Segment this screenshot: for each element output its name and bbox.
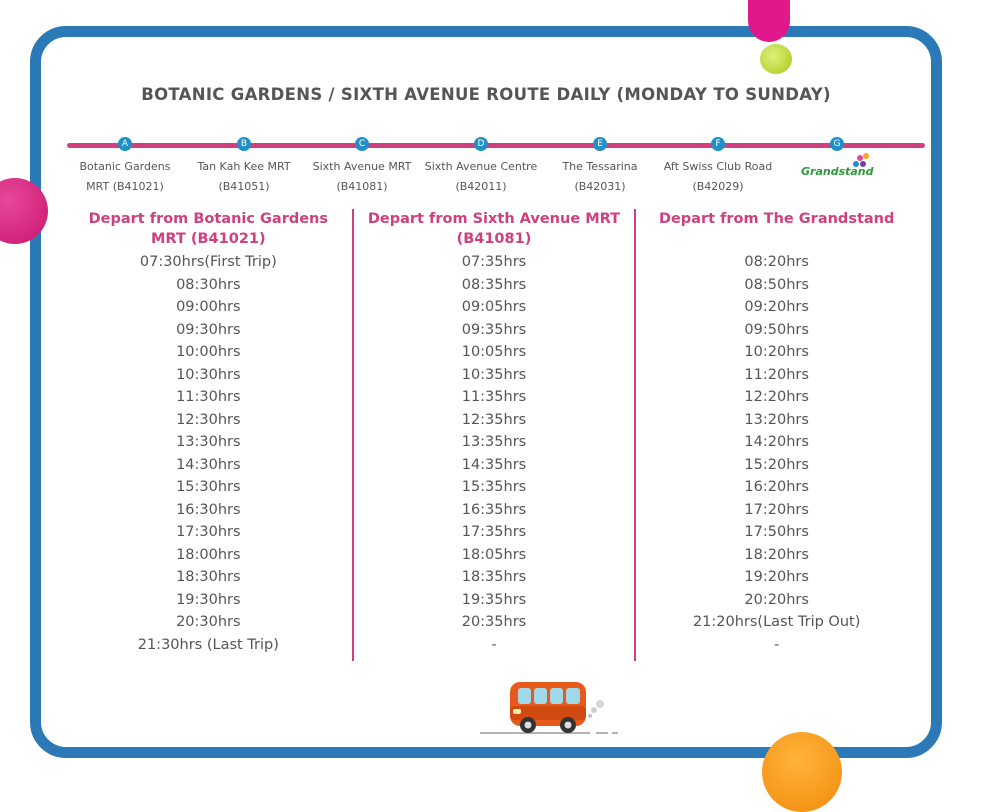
decorative-circle-orange [762,732,842,812]
time-item: 09:30hrs [176,321,241,338]
column-heading: Depart from Sixth Avenue MRT (B41081) [367,211,621,247]
time-list [65,251,352,656]
time-item: 21:30hrs (Last Trip) [137,636,279,653]
time-item: 09:35hrs [461,321,527,338]
time-item: 19:35hrs [461,591,527,608]
time-item: 08:50hrs [744,276,809,293]
column-heading: Depart from The Grandstand [658,211,895,227]
time-item: 08:30hrs [176,276,241,293]
timetable-card [30,26,942,758]
bus-icon [480,676,620,736]
route-stop-a [66,137,184,197]
time-item: 17:50hrs [744,524,809,540]
timetable [65,209,917,661]
time-item: 10:00hrs [176,344,241,360]
stop-code: (B42029) [692,180,744,193]
time-item: 10:05hrs [461,344,527,360]
time-item: 10:30hrs [176,366,241,383]
time-item: 09:50hrs [744,321,809,338]
stop-code: MRT (B41021) [86,180,164,193]
time-item: 18:30hrs [176,569,241,585]
time-item: 08:35hrs [461,276,527,293]
time-item: 13:20hrs [744,411,809,428]
time-item: 11:35hrs [461,389,527,405]
time-item: 11:30hrs [176,389,241,405]
time-item: 13:30hrs [176,434,241,450]
stop-name: Aft Swiss Club Road [663,160,773,173]
time-item: 12:20hrs [744,389,809,405]
time-item: 20:20hrs [744,591,809,608]
stop-name: Sixth Avenue Centre [424,160,538,173]
time-item: 18:20hrs [744,546,809,563]
grandstand-logo-text: Grandstand [801,165,874,178]
time-item: 10:20hrs [744,344,809,360]
time-item: 16:35hrs [461,501,527,518]
time-item: 16:20hrs [744,479,809,495]
time-item: 18:35hrs [461,569,527,585]
stop-code: (B41051) [218,180,270,193]
timetable-column-grandstand [634,209,917,661]
time-item: 13:35hrs [461,434,527,450]
time-item: 09:05hrs [461,299,527,315]
time-item: 19:30hrs [176,591,241,608]
time-item: 15:20hrs [744,456,809,473]
time-item: 17:30hrs [176,524,241,540]
map-pin-icon: G [830,137,844,151]
route-stop-e [541,137,659,197]
time-item: 11:20hrs [744,366,809,383]
time-item: 17:35hrs [461,524,527,540]
time-item: 15:35hrs [461,479,527,495]
time-list [354,251,635,656]
time-item: 20:30hrs [176,614,241,630]
time-item: 14:35hrs [461,456,527,473]
time-item: - [491,636,497,653]
time-item: 12:30hrs [176,411,241,428]
time-item: 21:20hrs(Last Trip Out) [692,614,861,630]
map-pin-icon: F [711,137,725,151]
time-list [636,251,917,656]
time-item: 17:20hrs [744,501,809,518]
map-pin-icon: E [593,137,607,151]
map-pin-icon: B [237,137,251,151]
stop-code: (B41081) [336,180,388,193]
route-stop-f [659,137,777,197]
route-stop-c [303,137,421,197]
time-item: 20:35hrs [461,614,527,630]
stop-code: (B42011) [455,180,507,193]
time-item: 09:00hrs [176,299,241,315]
time-item: 15:30hrs [176,479,241,495]
stop-name: Sixth Avenue MRT [312,160,412,173]
route-stop-g [778,137,896,179]
time-item: 18:05hrs [461,546,527,563]
time-item: 07:35hrs [461,254,527,270]
map-pin-icon: D [474,137,488,151]
map-pin-icon: C [355,137,369,151]
time-item: 14:20hrs [744,434,809,450]
time-item: 09:20hrs [744,299,809,315]
stop-code: (B42031) [574,180,626,193]
time-item: 19:20hrs [744,569,809,585]
time-item: 12:35hrs [461,411,527,428]
route-stop-b [185,137,303,197]
decorative-circle-lime [760,44,792,74]
column-heading: Depart from Botanic Gardens MRT (B41021) [88,211,329,247]
timetable-column-botanic-gardens [65,209,352,661]
decorative-drop-magenta [748,0,790,42]
map-pin-icon: A [118,137,132,151]
stop-name: The Tessarina [562,160,638,173]
timetable-column-sixth-avenue [352,209,635,661]
grandstand-logo [797,153,877,179]
time-item: 16:30hrs [176,501,241,518]
time-item: 10:35hrs [461,366,527,383]
time-item: 14:30hrs [176,456,241,473]
route-stop-d [422,137,540,197]
page-title: BOTANIC GARDENS / SIXTH AVENUE ROUTE DAILY (MONDAY TO SUNDAY) [141,85,831,104]
stop-name: Botanic Gardens [79,160,171,173]
time-item: 18:00hrs [176,546,241,563]
stop-name: Tan Kah Kee MRT [197,160,291,173]
time-item: 08:20hrs [744,254,809,270]
time-item: - [774,636,780,653]
time-item: 07:30hrs(First Trip) [139,254,277,270]
